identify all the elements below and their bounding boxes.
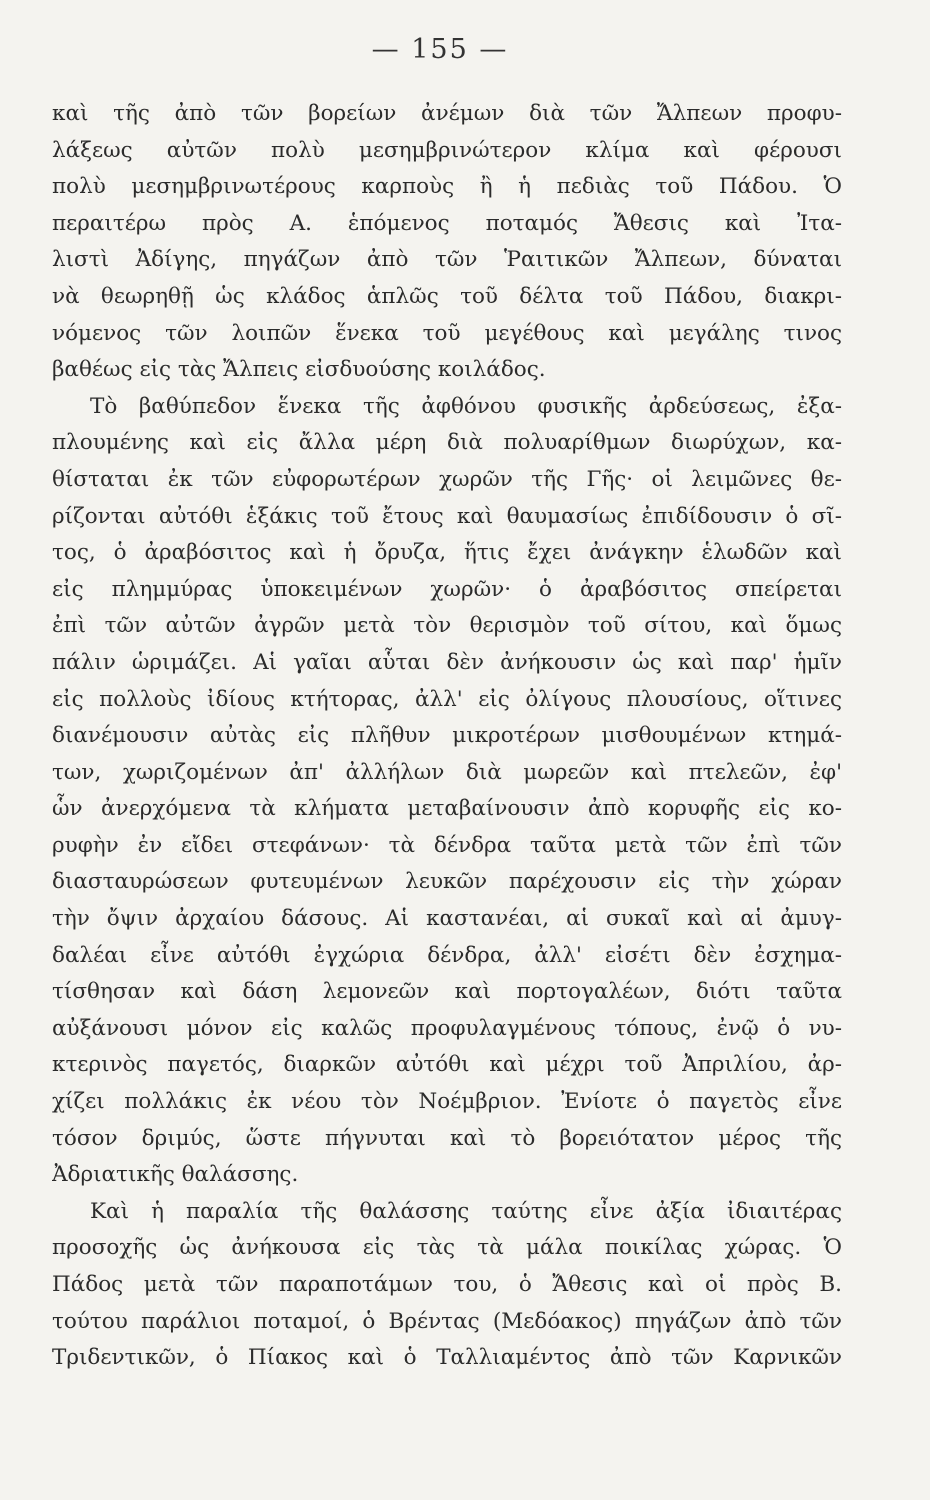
text-line: Πάδος μετὰ τῶν παραποτάμων του, ὁ Ἄθεσις καὶ οἱ πρὸς Β. <box>52 1272 842 1297</box>
text-line: Ἀδριατικῆς θαλάσσης. <box>52 1162 299 1188</box>
text-line: ἐπὶ τῶν αὐτῶν ἀγρῶν μετὰ τὸν θερισμὸν τοῦ σίτου, καὶ ὅμως <box>52 613 842 639</box>
text-line: τόσον δριμύς, ὥστε πήγνυται καὶ τὸ βορειότατον μέρος τῆς <box>52 1125 842 1151</box>
page-number: — 155 — <box>371 34 509 65</box>
text-line: ὧν ἀνερχόμενα τὰ κλήματα μεταβαίνουσιν ἀπὸ κορυφῆς εἰς κο- <box>52 796 842 822</box>
text-line: ρυφὴν ἐν εἴδει στεφάνων· τὰ δένδρα ταῦτα μετὰ τῶν ἐπὶ τῶν <box>52 832 842 858</box>
text-line: λάξεως αὐτῶν πολὺ μεσημβρινώτερον κλίμα καὶ φέρουσι <box>52 137 842 163</box>
text-line: νὰ θεωρηθῇ ὡς κλάδος ἁπλῶς τοῦ δέλτα τοῦ Πάδου, διακρι- <box>52 283 842 309</box>
text-line: δαλέαι εἶνε αὐτόθι ἐγχώρια δένδρα, ἀλλ' εἰσέτι δὲν ἐσχημα- <box>52 942 842 968</box>
text-line: τὴν ὄψιν ἀρχαίου δάσους. Αἱ καστανέαι, αἱ συκαῖ καὶ αἱ ἀμυγ- <box>52 906 842 932</box>
text-line: διανέμουσιν αὐτὰς εἰς πλῆθυν μικροτέρων μισθουμένων κτημά- <box>52 723 842 749</box>
text-line: πάλιν ὡριμάζει. Αἱ γαῖαι αὗται δὲν ἀνήκουσιν ὡς καὶ παρ' ἡμῖν <box>52 649 842 675</box>
text-line: καὶ τῆς ἀπὸ τῶν βορείων ἀνέμων διὰ τῶν Ἄλπεων προφυ- <box>52 101 842 126</box>
text-line: Τὸ βαθύπεδον ἕνεκα τῆς ἀφθόνου φυσικῆς ἀρδεύσεως, ἐξα- <box>90 393 842 419</box>
text-line: πλουμένης καὶ εἰς ἄλλα μέρη διὰ πολυαρίθμων διωρύχων, κα- <box>52 430 842 456</box>
text-line: τούτου παράλιοι ποταμοί, ὁ Βρέντας (Μεδόακος) πηγάζων ἀπὸ τῶν <box>52 1308 842 1334</box>
text-line: νόμενος τῶν λοιπῶν ἕνεκα τοῦ μεγέθους καὶ μεγάλης τινος <box>52 320 842 346</box>
text-line: εἰς πλημμύρας ὑποκειμένων χωρῶν· ὁ ἀραβόσιτος σπείρεται <box>52 576 842 602</box>
text-line: διασταυρώσεων φυτευμένων λευκῶν παρέχουσιν εἰς τὴν χώραν <box>52 869 842 895</box>
text-line: βαθέως εἰς τὰς Ἄλπεις εἰσδυούσης κοιλάδος. <box>52 357 546 383</box>
text-line: λιστὶ Ἀδίγης, πηγάζων ἀπὸ τῶν Ῥαιτικῶν Ἄλπεων, δύναται <box>52 247 842 273</box>
text-line: εἰς πολλοὺς ἰδίους κτήτορας, ἀλλ' εἰς ὀλίγους πλουσίους, οἵτινες <box>52 686 842 712</box>
text-line: πολὺ μεσημβρινωτέρους καρποὺς ἢ ἡ πεδιὰς τοῦ Πάδου. Ὁ <box>52 174 842 200</box>
text-line: κτερινὸς παγετός, διαρκῶν αὐτόθι καὶ μέχρι τοῦ Ἀπριλίου, ἀρ- <box>52 1052 842 1078</box>
text-line: θίσταται ἐκ τῶν εὐφορωτέρων χωρῶν τῆς Γῆς· οἱ λειμῶνες θε- <box>52 466 842 492</box>
text-line: τος, ὁ ἀραβόσιτος καὶ ἡ ὄρυζα, ἥτις ἔχει ἀνάγκην ἑλωδῶν καὶ <box>52 540 842 566</box>
text-line: τίσθησαν καὶ δάση λεμονεῶν καὶ πορτογαλέων, διότι ταῦτα <box>52 979 842 1005</box>
text-line: προσοχῆς ὡς ἀνήκουσα εἰς τὰς τὰ μάλα ποικίλας χώρας. Ὁ <box>52 1235 842 1261</box>
text-line: Τριδεντικῶν, ὁ Πίακος καὶ ὁ Ταλλιαμέντος ἀπὸ τῶν Καρνικῶν <box>52 1345 842 1371</box>
text-line: Καὶ ἡ παραλία τῆς θαλάσσης ταύτης εἶνε ἀξία ἰδιαιτέρας <box>90 1198 842 1224</box>
text-line: των, χωριζομένων ἀπ' ἀλλήλων διὰ μωρεῶν καὶ πτελεῶν, ἐφ' <box>52 759 842 785</box>
text-line: περαιτέρω πρὸς Α. ἑπόμενος ποταμός Ἄθεσις καὶ Ἰτα- <box>52 210 842 236</box>
body-text <box>52 96 842 1377</box>
text-line: ρίζονται αὐτόθι ἑξάκις τοῦ ἔτους καὶ θαυμασίως ἐπιδίδουσιν ὁ σῖ- <box>52 503 842 529</box>
text-line: αὐξάνουσι μόνον εἰς καλῶς προφυλαγμένους τόπους, ἐνῷ ὁ νυ- <box>52 1015 842 1041</box>
text-line: χίζει πολλάκις ἐκ νέου τὸν Νοέμβριον. Ἐνίοτε ὁ παγετὸς εἶνε <box>52 1089 842 1115</box>
